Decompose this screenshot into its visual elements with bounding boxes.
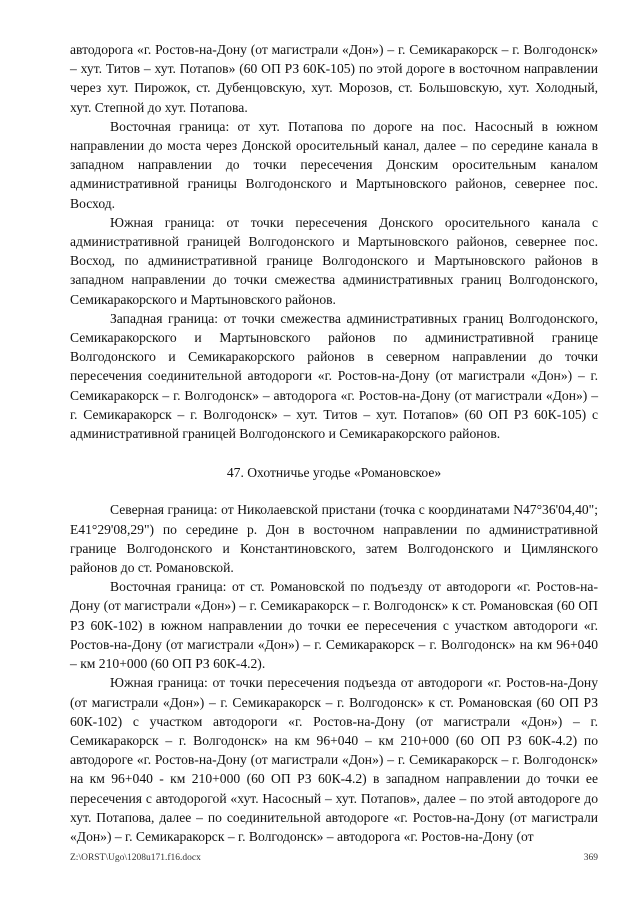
paragraph-east-border-romanovskoe: Восточная граница: от ст. Романовской по подъезду от автодороги «г. Ростов-на-Дону (от магистрали «Дон») – г. Семикаракорск – г. Волгодонск» к ст. Романовская (60 ОП РЗ 60К-102) в южном направлении до точки ее пересечения с участком автодороги «г. Ростов-на-Дону (от магистрали «Дон») – г. Семикаракорск – г. Волгодонск» на км 96+040 – км 210+000 (60 ОП РЗ 60К-4.2).	[70, 579, 598, 672]
paragraph-south-border-romanovskoe: Южная граница: от точки пересечения подъезда от автодороги «г. Ростов-на-Дону (от магистрали «Дон») – г. Семикаракорск – г. Волгодонск» к ст. Романовская (60 ОП РЗ 60К-102) с участком автодороги «г. Ростов-на-Дону (от магистрали «Дон») – г. Семикаракорск – г. Волгодонск» на км 96+040 – км 210+000 (60 ОП РЗ 60К-4.2) по автодороге «г. Ростов-на-Дону (от магистрали «Дон») – г. Семикаракорск – г. Волгодонск» на км 96+040 - км 210+000 (60 ОП РЗ 60К-4.2) в западном направлении до точки ее пересечения с автодорогой «хут. Насосный – хут. Потапов», далее – по этой автодороге до хут. Потапова, далее – по соединительной автодороге «г. Ростов-на-Дону (от магистрали «Дон») – г. Семикаракорск – г. Волгодонск» – автодорога «г. Ростов-на-Дону (от	[70, 675, 598, 844]
document-body	[70, 40, 598, 846]
page-number: 369	[583, 853, 598, 863]
paragraph-west-border: Западная граница: от точки смежества административных границ Волгодонского, Семикаракорского и Мартыновского районов по административной границе Волгодонского и Семикаракорского районов в северном направлении до точки пересечения соединительной автодороги «г. Ростов-на-Дону (от магистрали «Дон») – г. Семикаракорск – г. Волгодонск» – автодорога «г. Ростов-на-Дону (от магистрали «Дон») – г. Семикаракорск – г. Волгодонск» – хут. Титов – хут. Потапов» (60 ОП РЗ 60К-105) с административной границей Волгодонского и Семикаракорского районов.	[70, 310, 598, 442]
footer-file-path: Z:\ORST\Ugo\1208u171.f16.docx	[70, 853, 201, 863]
paragraph-north-border-romanovskoe: Северная граница: от Николаевской пристани (точка с координатами N47°36'04,40"; E41°29'08,29") по середине р. Дон в восточном направлении по административной границе Волгодонского и Константиновского, затем Волгодонского и Цимлянского районов до ст. Романовской.	[70, 502, 598, 576]
paragraph-continuation: автодорога «г. Ростов-на-Дону (от магистрали «Дон») – г. Семикаракорск – г. Волгодонск» – хут. Титов – хут. Потапов» (60 ОП РЗ 60К-105) по этой дороге в восточном направлении через хут. Пирожок, ст. Дубенцовскую, хут. Морозов, ст. Большовскую, хут. Холодный, хут. Степной до хут. Потапова.	[70, 42, 598, 115]
paragraph-south-border: Южная граница: от точки пересечения Донского оросительного канала с административной границей Волгодонского и Мартыновского районов, севернее пос. Восход, по административной границе Волгодонского и Мартыновского районов в западном направлении до точки смежества административных границ Волгодонского, Семикаракорского и Мартыновского районов.	[70, 214, 598, 307]
paragraph-east-border: Восточная граница: от хут. Потапова по дороге на пос. Насосный в южном направлении до моста через Донской оросительный канал, далее – по середине канала в западном направлении до точки пересечения Донским оросительным каналом административной границы Волгодонского и Мартыновского районов, севернее пос. Восход.	[70, 118, 598, 211]
section-heading: 47. Охотничье угодье «Романовское»	[226, 465, 442, 481]
